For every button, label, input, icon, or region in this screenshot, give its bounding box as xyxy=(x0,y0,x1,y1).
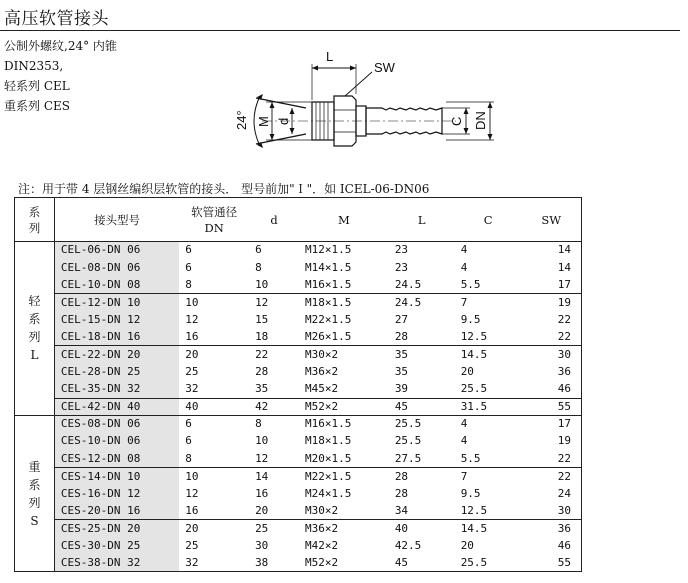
cell-c: 5.5 xyxy=(460,277,481,291)
cell-sw: 22 xyxy=(522,468,582,485)
table-row xyxy=(15,311,582,328)
cell-d: 25 xyxy=(255,521,269,535)
cell-dn: 12 xyxy=(185,312,199,326)
cell-sw: 30 xyxy=(522,502,582,519)
cell-l: 35 xyxy=(394,347,409,361)
table-row xyxy=(15,555,582,572)
cell-model: CEL-18-DN 16 xyxy=(54,328,179,345)
cell-l: 28 xyxy=(394,329,409,343)
cell-model: CEL-10-DN 08 xyxy=(54,276,179,293)
cell-model: CES-38-DN 32 xyxy=(54,555,179,572)
header-dn: 软管通径 DN xyxy=(191,204,238,235)
cell-l: 24.5 xyxy=(394,295,422,309)
cell-l: 25.5 xyxy=(394,434,422,448)
cell-sw: 14 xyxy=(522,259,582,276)
cell-c: 25.5 xyxy=(460,555,488,569)
cell-model: CEL-28-DN 25 xyxy=(54,363,179,380)
cell-model: CES-08-DN 06 xyxy=(54,415,179,432)
cell-l: 27.5 xyxy=(394,451,422,465)
cell-m: M14×1.5 xyxy=(304,260,352,274)
cell-m: M16×1.5 xyxy=(304,417,352,431)
cell-l: 45 xyxy=(394,555,409,569)
description-line: DIN2353, xyxy=(4,59,64,73)
cell-model: CEL-35-DN 32 xyxy=(54,381,179,398)
cell-d: 28 xyxy=(255,364,269,378)
cell-d: 6 xyxy=(255,243,262,257)
cell-m: M24×1.5 xyxy=(304,486,352,500)
cell-l: 28 xyxy=(394,486,409,500)
cell-dn: 6 xyxy=(185,417,192,431)
cell-dn: 6 xyxy=(185,260,192,274)
cell-l: 28 xyxy=(394,469,409,483)
cell-d: 12 xyxy=(255,451,269,465)
page-title: 高压软管接头 xyxy=(4,9,109,29)
table-row xyxy=(15,433,582,450)
cell-model: CEL-12-DN 10 xyxy=(54,294,179,311)
cell-dn: 8 xyxy=(185,277,192,291)
cell-dn: 40 xyxy=(185,399,199,413)
cell-model: CEL-06-DN 06 xyxy=(54,242,179,259)
cell-l: 25.5 xyxy=(394,417,422,431)
header-c: C xyxy=(483,212,493,227)
cell-dn: 10 xyxy=(185,295,199,309)
c-label: C xyxy=(449,116,464,126)
cell-l: 23 xyxy=(394,260,409,274)
cell-m: M36×2 xyxy=(304,364,339,378)
cell-m: M22×1.5 xyxy=(304,312,352,326)
cell-sw: 24 xyxy=(522,485,582,502)
cell-c: 9.5 xyxy=(460,486,481,500)
header-sw: SW xyxy=(522,198,582,242)
cell-d: 10 xyxy=(255,277,269,291)
cell-model: CEL-22-DN 20 xyxy=(54,346,179,363)
cell-m: M16×1.5 xyxy=(304,277,352,291)
cell-m: M36×2 xyxy=(304,521,339,535)
cell-m: M30×2 xyxy=(304,347,339,361)
spec-table xyxy=(14,197,582,572)
cell-sw: 55 xyxy=(522,555,582,572)
cell-m: M26×1.5 xyxy=(304,329,352,343)
cell-d: 15 xyxy=(255,312,269,326)
table-row xyxy=(15,537,582,554)
cell-m: M18×1.5 xyxy=(304,295,352,309)
cell-model: CEL-15-DN 12 xyxy=(54,311,179,328)
series-group-label: 轻 系 列 L xyxy=(15,242,55,416)
cell-l: 39 xyxy=(394,382,409,396)
cell-c: 9.5 xyxy=(460,312,481,326)
cell-dn: 20 xyxy=(185,347,199,361)
cell-l: 34 xyxy=(394,503,409,517)
table-row xyxy=(15,276,582,293)
header-series: 系 列 xyxy=(15,198,55,242)
title-divider xyxy=(0,30,680,31)
cell-model: CEL-42-DN 40 xyxy=(54,398,179,415)
cell-m: M45×2 xyxy=(304,382,339,396)
table-row xyxy=(15,398,582,415)
note-text: 注：用于带 4 层钢丝编织层软管的接头． 型号前加"Ｉ"．如 ICEL-06-DN06 xyxy=(18,182,430,196)
cone-line-bottom xyxy=(256,134,306,144)
cell-d: 14 xyxy=(255,469,269,483)
table-row xyxy=(15,502,582,519)
cell-d: 16 xyxy=(255,486,269,500)
table-row xyxy=(15,520,582,537)
sw-leader xyxy=(345,72,372,96)
dn-label: DN xyxy=(473,111,488,130)
cell-l: 42.5 xyxy=(394,538,422,552)
cell-sw: 36 xyxy=(522,520,582,537)
fitting-drawing xyxy=(232,44,512,174)
cell-dn: 6 xyxy=(185,243,192,257)
l-label: L xyxy=(326,49,334,64)
cell-dn: 16 xyxy=(185,329,199,343)
cell-model: CES-10-DN 06 xyxy=(54,433,179,450)
cell-l: 35 xyxy=(394,364,409,378)
cell-sw: 22 xyxy=(522,328,582,345)
cell-model: CES-20-DN 16 xyxy=(54,502,179,519)
cell-dn: 20 xyxy=(185,521,199,535)
cell-c: 12.5 xyxy=(460,329,488,343)
cell-c: 7 xyxy=(460,469,468,483)
description-line: 轻系列 CEL xyxy=(4,79,70,93)
cell-sw: 19 xyxy=(522,433,582,450)
cell-sw: 14 xyxy=(522,242,582,259)
table-row xyxy=(15,328,582,345)
cell-m: M20×1.5 xyxy=(304,451,352,465)
cell-d: 38 xyxy=(255,555,269,569)
cell-c: 25.5 xyxy=(460,382,488,396)
cell-c: 20 xyxy=(460,538,474,552)
cell-dn: 6 xyxy=(185,434,192,448)
header-m: M xyxy=(337,212,350,227)
cell-m: M30×2 xyxy=(304,503,339,517)
cell-model: CES-25-DN 20 xyxy=(54,520,179,537)
cell-m: M42×2 xyxy=(304,538,339,552)
cell-m: M12×1.5 xyxy=(304,243,352,257)
table-row xyxy=(15,485,582,502)
cell-d: 12 xyxy=(255,295,269,309)
cell-model: CES-30-DN 25 xyxy=(54,537,179,554)
cell-c: 4 xyxy=(460,417,468,431)
cell-dn: 16 xyxy=(185,503,199,517)
table-row xyxy=(15,294,582,311)
cell-c: 4 xyxy=(460,434,468,448)
cell-d: 30 xyxy=(255,538,269,552)
cell-c: 5.5 xyxy=(460,451,481,465)
cell-sw: 55 xyxy=(522,398,582,415)
cell-c: 14.5 xyxy=(460,521,488,535)
table-row xyxy=(15,415,582,432)
angle-label: 24° xyxy=(234,110,249,130)
cell-c: 12.5 xyxy=(460,503,488,517)
cell-sw: 46 xyxy=(522,381,582,398)
cell-d: 18 xyxy=(255,329,269,343)
cell-dn: 25 xyxy=(185,538,199,552)
header-model: 接头型号 xyxy=(94,212,141,227)
table-body xyxy=(15,242,582,572)
table-row xyxy=(15,242,582,259)
cell-dn: 32 xyxy=(185,555,199,569)
table-row xyxy=(15,450,582,467)
header-d: d xyxy=(270,212,278,227)
cell-dn: 25 xyxy=(185,364,199,378)
table-row xyxy=(15,363,582,380)
cell-dn: 12 xyxy=(185,486,199,500)
cell-c: 14.5 xyxy=(460,347,488,361)
cell-c: 7 xyxy=(460,295,468,309)
series-group-label: 重 系 列 S xyxy=(15,415,55,572)
cell-sw: 22 xyxy=(522,311,582,328)
cell-m: M52×2 xyxy=(304,399,339,413)
description-line: 公制外螺纹,24° 内锥 xyxy=(4,39,117,53)
cell-model: CES-16-DN 12 xyxy=(54,485,179,502)
cell-sw: 46 xyxy=(522,537,582,554)
cell-dn: 32 xyxy=(185,382,199,396)
cell-sw: 19 xyxy=(522,294,582,311)
header-l: L xyxy=(417,212,426,227)
cell-d: 10 xyxy=(255,434,269,448)
cell-m: M18×1.5 xyxy=(304,434,352,448)
table-row xyxy=(15,346,582,363)
cell-l: 45 xyxy=(394,399,409,413)
cell-c: 31.5 xyxy=(460,399,488,413)
description-line: 重系列 CES xyxy=(4,99,70,113)
sw-label: SW xyxy=(374,60,395,75)
cell-d: 8 xyxy=(255,417,262,431)
cell-sw: 36 xyxy=(522,363,582,380)
cone-line-top xyxy=(256,98,306,108)
cell-d: 8 xyxy=(255,260,262,274)
cell-d: 42 xyxy=(255,399,269,413)
cell-d: 35 xyxy=(255,382,269,396)
table-row xyxy=(15,381,582,398)
cell-sw: 22 xyxy=(522,450,582,467)
description-block xyxy=(4,36,117,116)
cell-sw: 30 xyxy=(522,346,582,363)
cell-c: 4 xyxy=(460,243,468,257)
cell-l: 27 xyxy=(394,312,409,326)
cell-m: M52×2 xyxy=(304,555,339,569)
cell-d: 22 xyxy=(255,347,269,361)
cell-m: M22×1.5 xyxy=(304,469,352,483)
cell-l: 24.5 xyxy=(394,277,422,291)
cell-l: 40 xyxy=(394,521,409,535)
cell-sw: 17 xyxy=(522,276,582,293)
table-row xyxy=(15,259,582,276)
table-header-row xyxy=(15,198,582,242)
cell-d: 20 xyxy=(255,503,269,517)
cell-model: CEL-08-DN 06 xyxy=(54,259,179,276)
cell-dn: 8 xyxy=(185,451,192,465)
d-label: d xyxy=(276,117,291,125)
cell-l: 23 xyxy=(394,243,409,257)
table-row xyxy=(15,468,582,485)
cell-sw: 17 xyxy=(522,415,582,432)
cell-model: CES-14-DN 10 xyxy=(54,468,179,485)
cell-dn: 10 xyxy=(185,469,199,483)
cell-c: 20 xyxy=(460,364,474,378)
cell-model: CES-12-DN 08 xyxy=(54,450,179,467)
m-label: M xyxy=(256,116,271,127)
cell-c: 4 xyxy=(460,260,468,274)
